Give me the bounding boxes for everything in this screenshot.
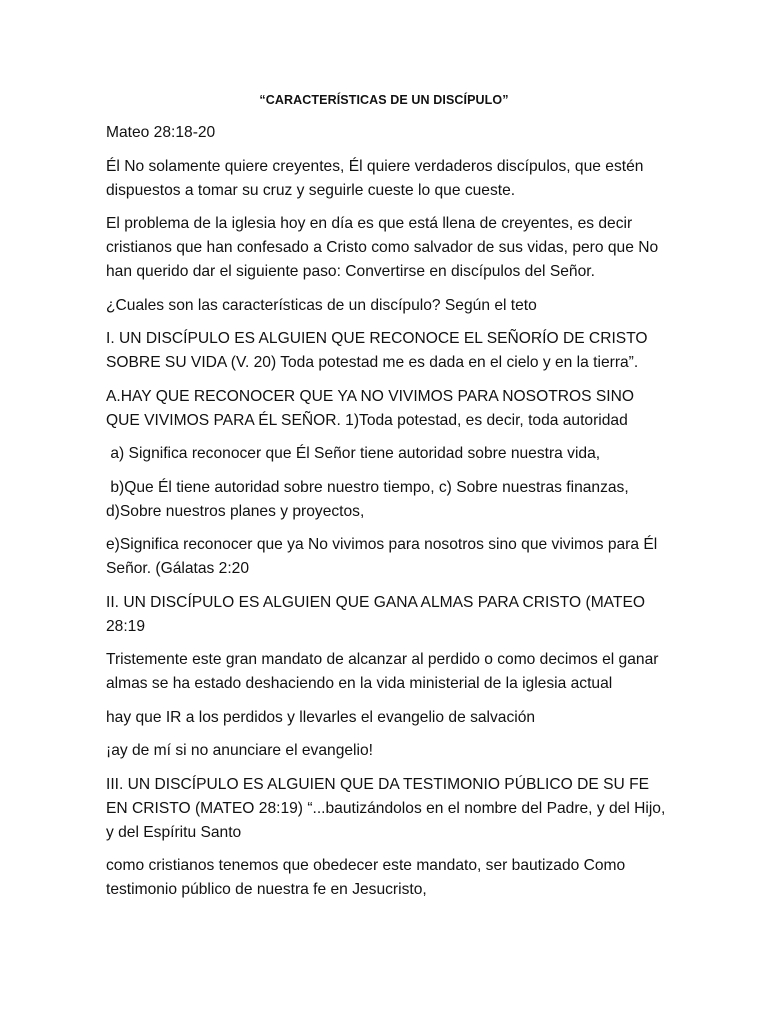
list-item-b-c-d: b)Que Él tiene autoridad sobre nuestro tiempo, c) Sobre nuestras finanzas, d)Sobre nuestros planes y proyectos,	[106, 478, 634, 520]
paragraph-scripture-reference: Mateo 28:18-20	[106, 124, 216, 141]
paragraph-point-3-body: como cristianos tenemos que obedecer este mandato, ser bautizado Como testimonio público de nuestra fe en Jesucristo,	[106, 857, 630, 898]
heading-point-3: III. UN DISCÍPULO ES ALGUIEN QUE DA TESTIMONIO PÚBLICO DE SU FE EN CRISTO (MATEO 28:19) “...bautizándolos en el nombre del Padre, y del Hijo, y del Espíritu Santo	[106, 775, 670, 841]
heading-point-2: II. UN DISCÍPULO ES ALGUIEN QUE GANA ALMAS PARA CRISTO (MATEO 28:19	[106, 593, 650, 635]
list-item-e: e)Significa reconocer que ya No vivimos para nosotros sino que vivimos para Él Señor. (Gálatas 2:20	[106, 536, 662, 577]
document-body	[106, 121, 670, 912]
paragraph-exclamation: ¡ay de mí si no anunciare el evangelio!	[106, 742, 373, 759]
paragraph-intro: Él No solamente quiere creyentes, Él quiere verdaderos discípulos, que estén dispuestos a tomar su cruz y seguirle cueste lo que cueste.	[106, 157, 648, 199]
document-title: “CARACTERÍSTICAS DE UN DISCÍPULO”	[259, 93, 509, 107]
list-item-a: a) Significa reconocer que Él Señor tiene autoridad sobre nuestra vida,	[106, 445, 601, 462]
paragraph-point-2-body: Tristemente este gran mandato de alcanzar al perdido o como decimos el ganar almas se ha estado deshaciendo en la vida ministerial de la iglesia actual	[106, 651, 663, 692]
paragraph-question: ¿Cuales son las características de un discípulo? Según el teto	[106, 296, 537, 314]
paragraph-go-to-lost: hay que IR a los perdidos y llevarles el evangelio de salvación	[106, 708, 536, 726]
heading-point-1: I. UN DISCÍPULO ES ALGUIEN QUE RECONOCE EL SEÑORÍO DE CRISTO SOBRE SU VIDA (V. 20) Toda potestad me es dada en el cielo y en la tierra”.	[106, 330, 652, 371]
subheading-point-1a: A.HAY QUE RECONOCER QUE YA NO VIVIMOS PARA NOSOTROS SINO QUE VIVIMOS PARA ÉL SEÑOR. 1)Toda potestad, es decir, toda autoridad	[106, 387, 639, 429]
paragraph-problem: El problema de la iglesia hoy en día es que está llena de creyentes, es decir cristianos que han confesado a Cristo como salvador de sus vidas, pero que No han querido dar el siguiente paso: Convertirse en discípulos del Señor.	[106, 215, 663, 280]
